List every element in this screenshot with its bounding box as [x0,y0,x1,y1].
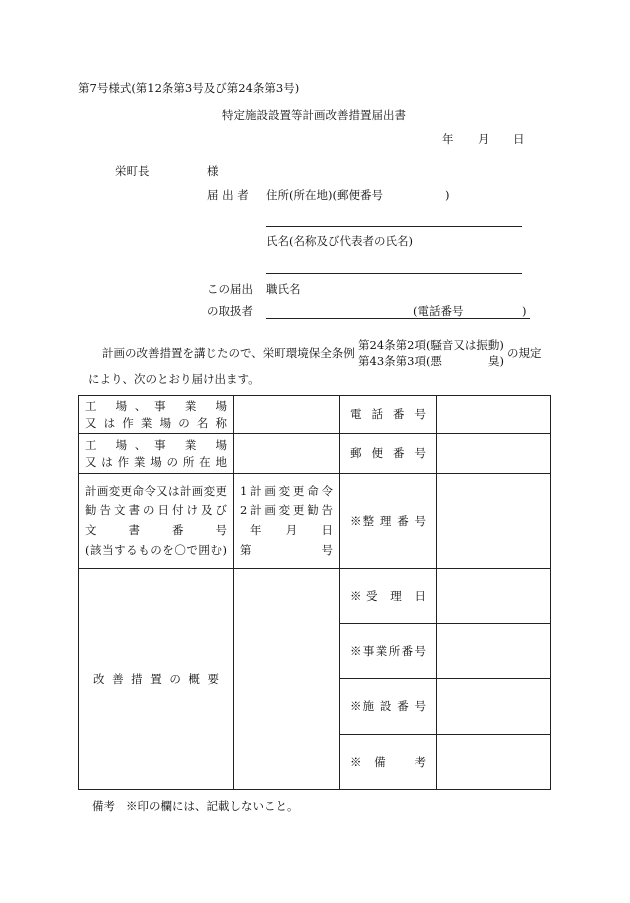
handler-underline [266,318,530,319]
facility-address-value[interactable] [234,434,340,474]
facility-name-value[interactable] [234,396,340,434]
receipt-date-value[interactable] [437,569,551,624]
handler-label-1: この届出 [207,282,253,296]
law-option-1: 第24条第2項(騒音又は振動) [358,338,504,352]
law-options [358,337,504,369]
facility-number-value[interactable] [437,679,551,735]
notifier-label: 届 出 者 [207,188,249,202]
facility-address-row [79,434,551,474]
phone-number-value[interactable] [437,396,551,434]
phone-number-label: 電 話 番 号 [340,396,437,434]
handler-phone-label: (電話番号 [413,304,464,318]
addressee-name: 栄町長 [115,164,150,178]
name-underline [266,273,522,274]
order-option-2: 2計画変更勧告 [240,503,333,518]
postal-code-label: 郵 便 番 号 [340,434,437,474]
improvement-row-1 [79,569,551,624]
address-close: ) [445,188,450,202]
facility-name-label: 工 場、事 業 場 又は作業場の名称 [79,396,234,434]
body-text-prefix: 計画の改善措置を講じたので、栄町環境保全条例 [102,346,355,360]
improvement-summary-label: 改 善 措 置 の 概 要 [79,569,234,790]
form-number: 第7号様式(第12条第3号及び第24条第3号) [78,81,300,95]
facility-name-row [79,396,551,434]
receipt-date-label: ※受 理 日 [340,569,437,624]
body-text-suffix: の規定 [507,346,542,360]
order-date: 年 月 日 [250,523,333,537]
reference-number-value[interactable] [437,474,551,569]
order-document-value[interactable] [234,474,340,569]
order-document-row [79,474,551,569]
body-text-line2: により、次のとおり届け出ます。 [88,372,260,386]
handler-name-label: 職氏名 [266,282,301,296]
address-label: 住所(所在地)(郵便番号 [266,188,383,202]
order-number: 第 号 [240,542,333,557]
document-title: 特定施設設置等計画改善措置届出書 [222,108,406,122]
name-label: 氏名(名称及び代表者の氏名) [266,234,413,248]
date-year-label: 年 [442,132,454,146]
remarks-label: ※備 考 [340,735,437,790]
addressee-honorific: 様 [207,164,219,178]
footer-note: ※印の欄には、記載しないこと。 [126,799,299,813]
postal-code-value[interactable] [437,434,551,474]
facility-number-label: ※施 設 番 号 [340,679,437,735]
remarks-value[interactable] [437,735,551,790]
address-underline [266,226,522,227]
date-day-label: 日 [513,132,525,146]
date-month-label: 月 [478,132,490,146]
law-option-2-row [358,353,504,369]
facility-address-label: 工 場、事 業 場 又は作業場の所在地 [79,434,234,474]
law-option-2-end: 臭) [488,354,504,368]
order-document-label: 計画変更命令又は計画変更 勧告文書の日付け及び 文 書 番 号 (該当するものを〇で囲む) [79,474,234,569]
order-option-1: 1計画変更命令 [240,483,333,498]
law-option-2: 第43条第3項(悪 [358,354,442,368]
notification-table [78,395,551,790]
office-number-value[interactable] [437,624,551,679]
office-number-label: ※事業所番号 [340,624,437,679]
improvement-summary-value[interactable] [234,569,340,790]
handler-label-2: の取扱者 [207,304,253,318]
handler-phone-close: ) [522,304,527,318]
reference-number-label: ※整 理 番 号 [340,474,437,569]
footer-label: 備考 [92,799,115,813]
